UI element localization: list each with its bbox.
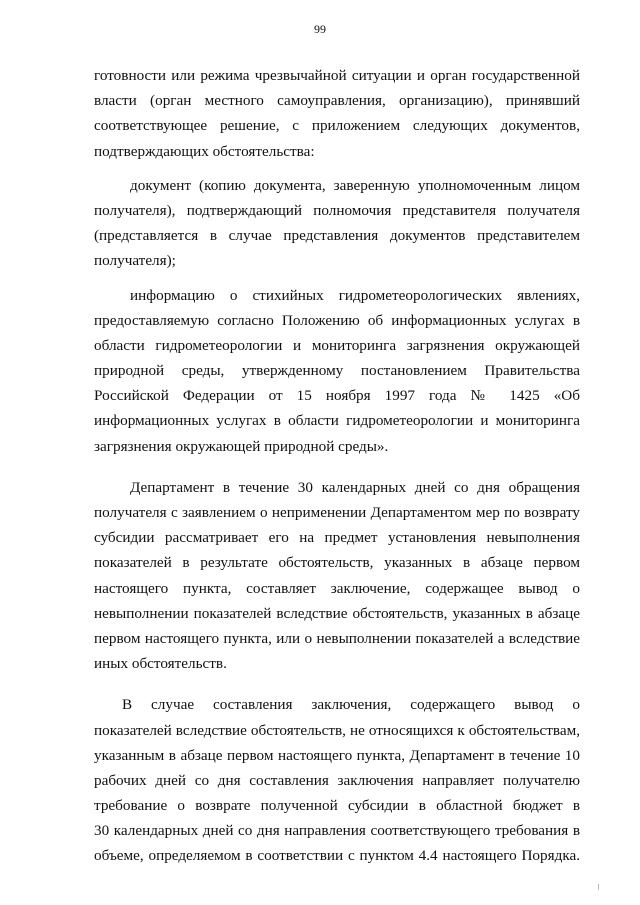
text-line: объеме, определяемом в соответствии с пунктом 4.4 настоящего Порядка. xyxy=(94,847,580,865)
text-line: В случае составления заключения, содержащего вывод о xyxy=(122,696,580,714)
text-line: загрязнения окружающей природной среды». xyxy=(94,437,389,455)
text-line: настоящего пункта, составляет заключение, содержащее вывод о xyxy=(94,579,580,597)
text-line: получателя), подтверждающий полномочия представителя получателя xyxy=(94,201,580,219)
text-line: природной среды, утвержденному постановлением Правительства xyxy=(94,362,580,380)
text-line: получателя с заявлением о неприменении Департаментом мер по возврату xyxy=(94,504,580,521)
text-line: документ (копию документа, заверенную уполномоченным лицом xyxy=(130,176,580,194)
text-line: невыполнении показателей вследствие обстоятельств, указанных в абзаце xyxy=(94,604,580,622)
text-line: информацию о стихийных гидрометеорологических явлениях, xyxy=(130,286,580,304)
text-line: указанным в абзаце первом настоящего пункта, Департамент в течение 10 xyxy=(94,746,580,764)
text-line: первом настоящего пункта, или о невыполнении показателей а вследствие xyxy=(94,629,580,647)
page-number: 99 xyxy=(314,22,326,36)
text-line: 30 календарных дней со дня направления соответствующего требования в xyxy=(94,822,580,840)
text-line: соответствующее решение, с приложением следующих документов, xyxy=(94,117,580,135)
text-line: области гидрометеорологии и мониторинга загрязнения окружающей xyxy=(94,336,580,354)
text-line: иных обстоятельств. xyxy=(94,655,227,673)
text-line: показателей в результате обстоятельств, указанных в абзаце первом xyxy=(94,554,580,572)
text-line: Российской Федерации от 15 ноября 1997 года № 1425 «Об xyxy=(94,387,580,405)
text-line: Департамент в течение 30 календарных дней со дня обращения xyxy=(130,478,580,496)
text-line: предоставляемую согласно Положению об информационных услугах в xyxy=(94,311,580,329)
text-line: показателей вследствие обстоятельств, не относящихся к обстоятельствам, xyxy=(94,721,580,739)
text-line: требование о возврате полученной субсидии в областной бюджет в xyxy=(94,797,580,815)
text-line: (представляется в случае представления документов представителем xyxy=(94,227,580,245)
paragraph-gap xyxy=(94,459,580,475)
text-line: рабочих дней со дня составления заключения направляет получателю xyxy=(94,771,580,789)
text-line: субсидии рассматривает его на предмет установления невыполнения xyxy=(94,529,580,547)
text-line: информационных услугах в области гидрометеорологии и мониторинга xyxy=(94,412,580,430)
paragraph-gap xyxy=(94,164,580,173)
paragraph-gap xyxy=(94,676,580,692)
text-line: получателя); xyxy=(94,252,176,270)
text-line: готовности или режима чрезвычайной ситуации и орган государственной xyxy=(94,67,580,84)
document-body xyxy=(94,63,580,869)
text-line: власти (орган местного самоуправления, организацию), принявший xyxy=(94,92,580,110)
paragraph-gap xyxy=(94,274,580,283)
scan-mark xyxy=(598,884,599,890)
text-line: подтверждающих обстоятельства: xyxy=(94,142,315,160)
